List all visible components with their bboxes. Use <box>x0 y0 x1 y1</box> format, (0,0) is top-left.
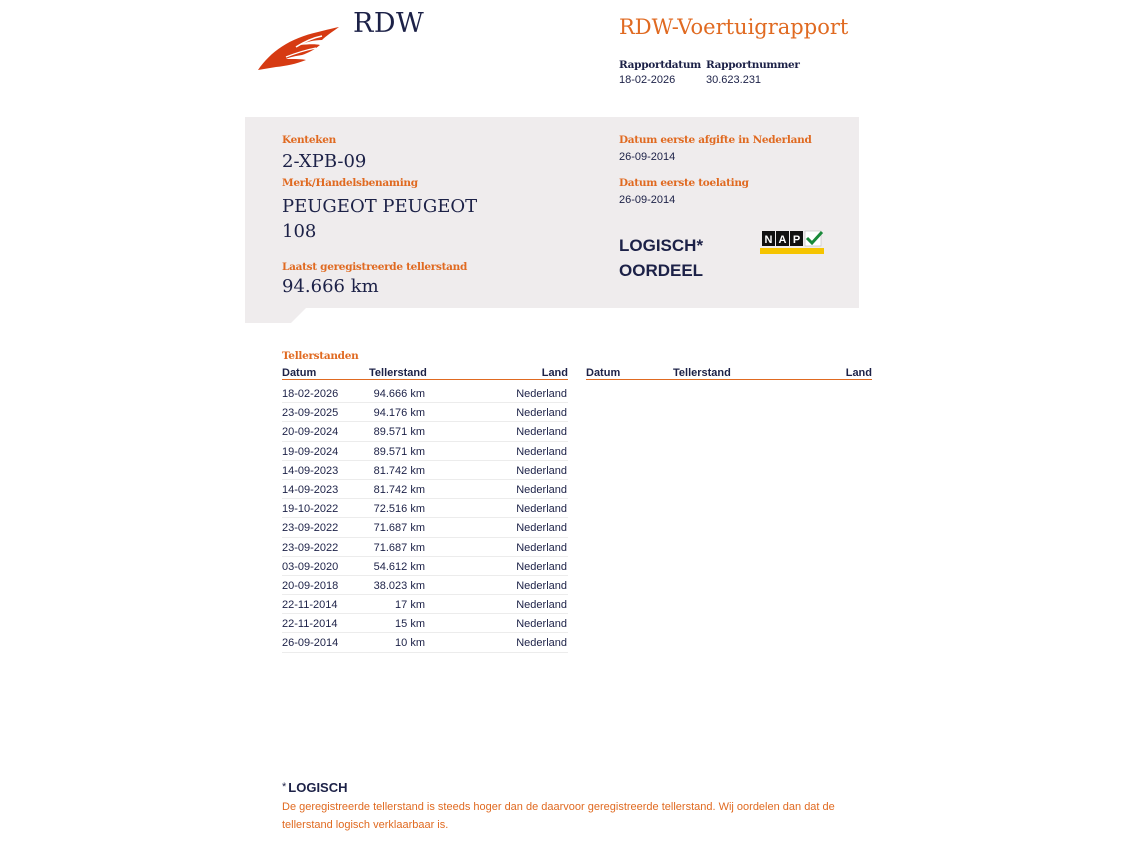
column-header-country: Land <box>541 367 568 379</box>
row-country: Nederland <box>516 618 567 631</box>
verdict-line1: LOGISCH* <box>619 236 704 255</box>
row-odometer: 94.666 km <box>373 388 425 400</box>
nap-logo-icon <box>760 230 824 254</box>
row-odometer: 38.023 km <box>373 579 425 592</box>
table-row <box>282 576 568 595</box>
brand-name: RDW <box>353 8 425 39</box>
report-number-value: 30.623.231 <box>706 74 762 86</box>
row-date: 19-09-2024 <box>282 445 339 458</box>
report-date-value: 18-02-2026 <box>619 74 676 86</box>
row-date: 20-09-2024 <box>282 426 339 439</box>
row-odometer: 10 km <box>395 637 425 650</box>
svg-text:P: P <box>792 234 801 246</box>
table-row <box>282 384 568 403</box>
row-date: 23-09-2022 <box>282 541 339 554</box>
table-row <box>282 557 568 576</box>
make-value-line2: 108 <box>282 221 317 242</box>
row-odometer: 72.516 km <box>373 503 425 516</box>
row-date: 14-09-2023 <box>282 483 339 496</box>
odometer-table-body <box>282 384 568 653</box>
table-row <box>282 480 568 499</box>
svg-text:N: N <box>764 234 773 246</box>
row-date: 19-10-2022 <box>282 503 339 516</box>
row-country: Nederland <box>516 522 567 535</box>
row-date: 18-02-2026 <box>282 388 339 400</box>
odometer-label: Laatst geregistreerde tellerstand <box>282 261 468 273</box>
table-row <box>282 442 568 461</box>
row-date: 22-11-2014 <box>282 618 338 631</box>
table-row <box>282 614 568 633</box>
footnote-title-text: LOGISCH <box>288 780 348 795</box>
row-odometer: 15 km <box>395 618 425 631</box>
row-date: 20-09-2018 <box>282 579 339 592</box>
row-date: 23-09-2025 <box>282 407 339 420</box>
odometer-value: 94.666 km <box>282 276 379 297</box>
table-row <box>282 403 568 422</box>
row-date: 26-09-2014 <box>282 637 339 650</box>
verdict-line2: OORDEEL <box>619 261 704 280</box>
row-odometer: 71.687 km <box>373 541 425 554</box>
table-row <box>282 518 568 537</box>
first-admission-label: Datum eerste toelating <box>619 177 749 189</box>
row-country: Nederland <box>516 541 567 554</box>
row-odometer: 89.571 km <box>373 445 425 458</box>
column-header-country-right: Land <box>845 367 872 379</box>
footnote-star: * <box>282 781 287 793</box>
document-title: RDW-Voertuigrapport <box>619 15 849 39</box>
row-country: Nederland <box>516 579 567 592</box>
first-nl-date: 26-09-2014 <box>619 151 676 163</box>
row-country: Nederland <box>516 464 567 477</box>
make-label: Merk/Handelsbenaming <box>282 177 418 189</box>
footnote-text: De geregistreerde tellerstand is steeds hoger dan de daarvoor geregistreerde tellerstand. Wij oordelen dan dat de tellerstand logisch verklaarbaar is. <box>282 801 835 831</box>
row-odometer: 54.612 km <box>373 560 425 573</box>
panel-tab <box>245 307 307 323</box>
row-country: Nederland <box>516 637 567 650</box>
row-country: Nederland <box>516 426 567 439</box>
table-row <box>282 499 568 518</box>
row-country: Nederland <box>516 388 567 400</box>
column-header-odometer: Tellerstand <box>369 367 427 379</box>
make-value-line1: PEUGEOT PEUGEOT <box>282 196 478 217</box>
row-date: 14-09-2023 <box>282 464 339 477</box>
table-title: Tellerstanden <box>282 350 359 362</box>
row-odometer: 81.742 km <box>373 483 425 496</box>
verdict <box>619 233 759 283</box>
svg-text:A: A <box>778 234 787 246</box>
row-date: 22-11-2014 <box>282 599 338 612</box>
report-number-label: Rapportnummer <box>706 59 800 71</box>
first-nl-label: Datum eerste afgifte in Nederland <box>619 134 812 146</box>
first-admission-date: 26-09-2014 <box>619 194 676 206</box>
table-row <box>282 633 568 652</box>
table-row <box>282 422 568 441</box>
row-date: 23-09-2022 <box>282 522 339 535</box>
row-odometer: 17 km <box>395 599 425 612</box>
table-row <box>282 461 568 480</box>
row-odometer: 71.687 km <box>373 522 425 535</box>
row-odometer: 94.176 km <box>373 407 425 420</box>
plate-label: Kenteken <box>282 134 336 146</box>
header-divider <box>282 379 568 380</box>
table-row <box>282 595 568 614</box>
report-date-label: Rapportdatum <box>619 59 701 71</box>
row-country: Nederland <box>516 599 567 612</box>
row-odometer: 81.742 km <box>373 464 425 477</box>
row-odometer: 89.571 km <box>373 426 425 439</box>
plate-value: 2-XPB-09 <box>282 151 367 172</box>
row-country: Nederland <box>516 503 567 516</box>
table-row <box>282 538 568 557</box>
column-header-date: Datum <box>282 367 317 379</box>
row-date: 03-09-2020 <box>282 560 339 573</box>
row-country: Nederland <box>516 560 567 573</box>
footnote-title <box>282 780 348 795</box>
column-header-date-right: Datum <box>586 367 621 379</box>
row-country: Nederland <box>516 483 567 496</box>
row-country: Nederland <box>516 407 567 420</box>
rdw-logo-icon <box>256 26 340 72</box>
column-header-odometer-right: Tellerstand <box>673 367 731 379</box>
row-country: Nederland <box>516 445 567 458</box>
header-divider-right <box>586 379 872 380</box>
